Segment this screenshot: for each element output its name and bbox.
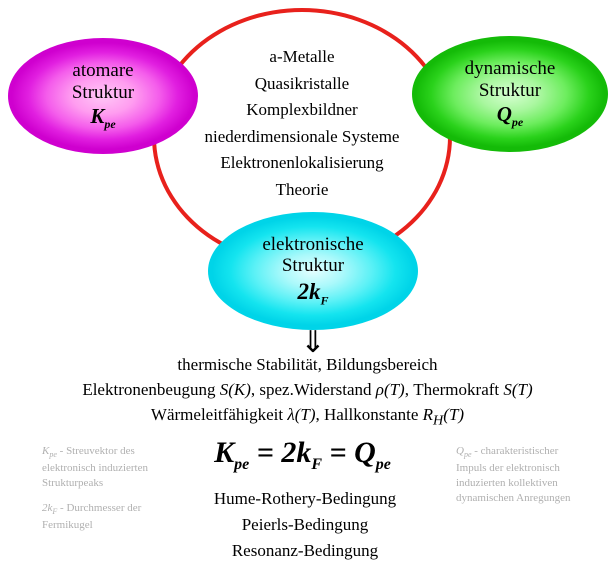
node-atomic-symbol: $K_{pe}$ [90,103,116,132]
condition-item: Peierls-Bedingung [241,514,369,534]
property-line-3: Wärmeleitfähigkeit λ(T), Hallkonstante $R_H(T)$ [150,405,465,429]
node-electronic-label-line1: elektronische [262,234,364,256]
node-dynamic-label-line1: dynamische [464,58,556,80]
node-atomic-label-line2: Struktur [71,81,135,103]
property-line-2: Elektronenbeugung S(K), spez.Widerstand ρ(T), Thermokraft S(T) [82,380,533,400]
note-right [456,444,574,506]
keyword-item: Quasikristalle [254,73,350,93]
note-left-line-1: $K_{pe}$ - Streuvektor des elektronisch induzierten Strukturpeaks [42,445,148,490]
node-dynamic-symbol: $Q_{pe}$ [496,101,524,130]
node-atomic-structure [8,38,198,154]
keyword-item: Theorie [275,179,329,199]
node-dynamic-structure [412,36,608,152]
main-equation: $K_{pe} = 2k_F = Q_{pe}$ [214,436,391,473]
property-line-1: thermische Stabilität, Bildungsbereich [177,355,438,374]
note-left [42,444,148,533]
keyword-item: Komplexbildner [246,100,358,120]
node-electronic-structure [208,212,418,330]
node-atomic-label-line1: atomare [72,60,134,82]
down-arrow-icon: ⇓ [300,326,326,359]
note-right-line-1: $Q_{pe}$ - charakteristischer Impuls der elektronisch induzierten kollektiven dynamischen Anregungen [456,445,571,504]
keyword-list [157,44,447,203]
keyword-item: Elektronenlokalisierung [220,153,384,173]
note-left-line-2: $2k_F$ - Durchmesser der Fermikugel [42,501,142,532]
keyword-item: a-Metalle [269,47,335,66]
properties-block [10,352,605,432]
node-electronic-label-line2: Struktur [281,255,345,277]
condition-item: Hume-Rothery-Bedingung [213,489,397,508]
conditions-list [155,486,455,563]
node-dynamic-label-line2: Struktur [478,79,542,101]
keyword-item: niederdimensionale Systeme [204,126,400,146]
condition-item: Resonanz-Bedingung [231,540,379,560]
node-electronic-symbol: $2k_F$ [297,278,329,308]
